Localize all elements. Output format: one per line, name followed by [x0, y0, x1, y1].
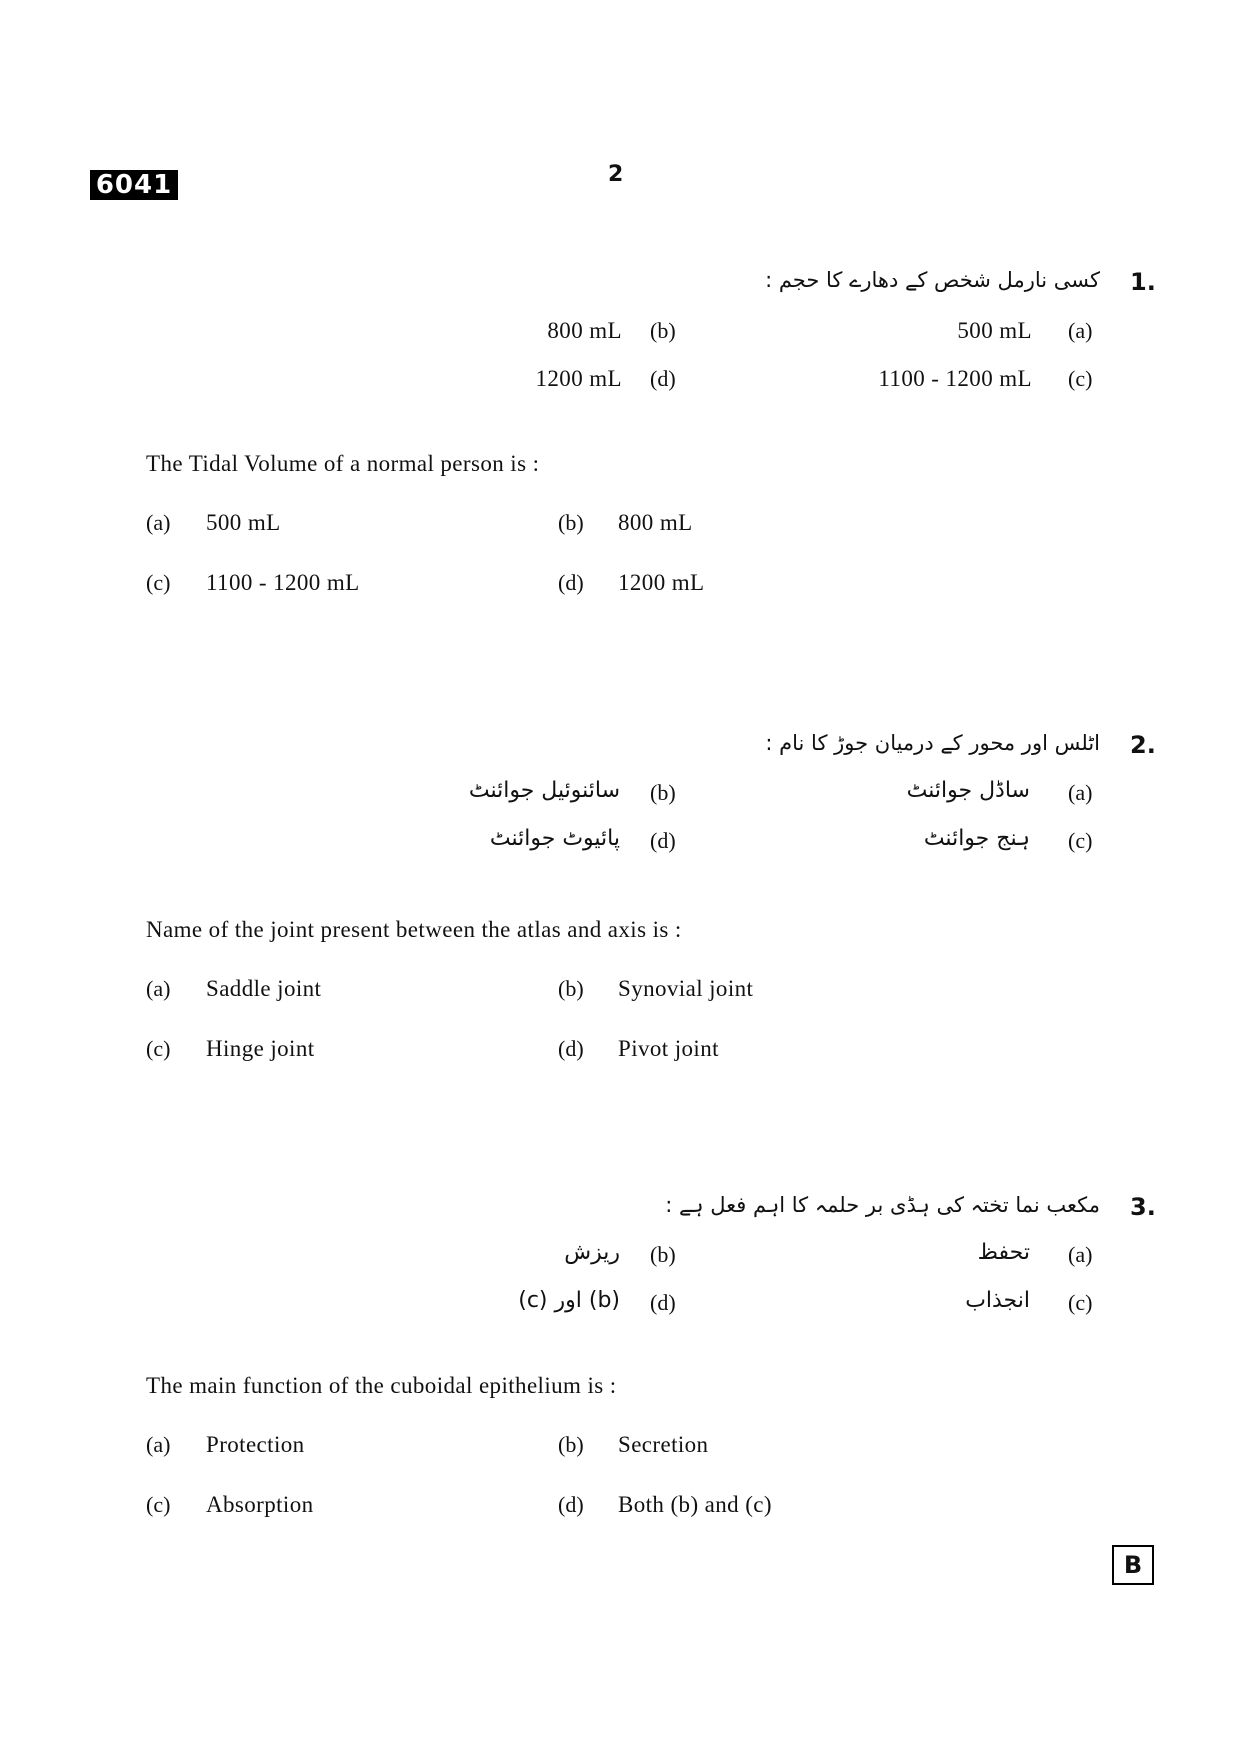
- q3-urdu-option-b: ریزش: [564, 1240, 620, 1265]
- q1-en-label-a: (a): [146, 510, 171, 535]
- question-3-english-stem: The main function of the cuboidal epithelium is :: [146, 1373, 617, 1398]
- question-1-english-stem: The Tidal Volume of a normal person is :: [146, 451, 540, 476]
- q1-urdu-label-d: (d): [650, 366, 676, 391]
- q1-en-label-b: (b): [558, 510, 584, 535]
- q3-en-option-d: Both (b) and (c): [618, 1492, 772, 1517]
- q1-en-option-a: 500 mL: [206, 510, 281, 535]
- q2-urdu-option-c: ہنج جوائنٹ: [923, 826, 1030, 851]
- q1-en-label-d: (d): [558, 570, 584, 595]
- q1-en-label-c: (c): [146, 570, 171, 595]
- q1-en-option-c: 1100 - 1200 mL: [206, 570, 360, 595]
- q3-en-label-a: (a): [146, 1432, 171, 1457]
- q3-en-label-c: (c): [146, 1492, 171, 1517]
- q1-en-option-b: 800 mL: [618, 510, 693, 535]
- q2-en-option-a: Saddle joint: [206, 976, 322, 1001]
- question-1-urdu-stem: کسی نارمل شخص کے دھارے کا حجم :: [765, 268, 1100, 292]
- q2-urdu-label-d: (d): [650, 828, 676, 853]
- question-2-english-stem: Name of the joint present between the atlas and axis is :: [146, 917, 682, 942]
- q1-urdu-option-a: 500 mL: [957, 318, 1032, 343]
- q2-urdu-label-a: (a): [1068, 780, 1093, 805]
- q2-urdu-option-b: سائنوئیل جوائنٹ: [468, 778, 620, 803]
- q3-urdu-label-a: (a): [1068, 1242, 1093, 1267]
- q3-en-label-d: (d): [558, 1492, 584, 1517]
- question-1-number: 1.: [1130, 268, 1156, 296]
- question-3-number: 3.: [1130, 1193, 1156, 1221]
- q3-urdu-label-c: (c): [1068, 1290, 1093, 1315]
- q2-urdu-label-c: (c): [1068, 828, 1093, 853]
- q2-urdu-option-d: پائیوٹ جوائنٹ: [489, 826, 620, 851]
- q3-urdu-option-a: تحفظ: [977, 1240, 1030, 1265]
- q2-en-label-c: (c): [146, 1036, 171, 1061]
- q3-urdu-label-b: (b): [650, 1242, 676, 1267]
- q3-urdu-label-d: (d): [650, 1290, 676, 1315]
- q1-urdu-label-b: (b): [650, 318, 676, 343]
- paper-code-badge: 6041: [90, 170, 178, 200]
- q2-urdu-option-a: ساڈل جوائنٹ: [906, 778, 1030, 803]
- q2-en-option-c: Hinge joint: [206, 1036, 315, 1061]
- q2-urdu-label-b: (b): [650, 780, 676, 805]
- q2-en-option-d: Pivot joint: [618, 1036, 719, 1061]
- question-2-urdu-stem: اٹلس اور محور کے درمیان جوڑ کا نام :: [765, 731, 1100, 755]
- q3-en-option-b: Secretion: [618, 1432, 709, 1457]
- q2-en-label-a: (a): [146, 976, 171, 1001]
- q3-en-option-a: Protection: [206, 1432, 305, 1457]
- q1-urdu-label-a: (a): [1068, 318, 1093, 343]
- q3-en-option-c: Absorption: [206, 1492, 314, 1517]
- page-number: 2: [608, 162, 624, 187]
- q1-urdu-option-d: 1200 mL: [535, 366, 622, 391]
- q3-en-label-b: (b): [558, 1432, 584, 1457]
- q1-en-option-d: 1200 mL: [618, 570, 705, 595]
- q3-urdu-option-d: (b) اور (c): [518, 1288, 620, 1313]
- q2-en-label-b: (b): [558, 976, 584, 1001]
- q1-urdu-option-c: 1100 - 1200 mL: [878, 366, 1032, 391]
- booklet-series-box: B: [1112, 1545, 1154, 1585]
- q1-urdu-label-c: (c): [1068, 366, 1093, 391]
- q2-en-option-b: Synovial joint: [618, 976, 754, 1001]
- q3-urdu-option-c: انجذاب: [965, 1288, 1030, 1313]
- q1-urdu-option-b: 800 mL: [547, 318, 622, 343]
- question-3-urdu-stem: مکعب نما تختہ کی ہڈی بر حلمہ کا اہم فعل ہے :: [665, 1193, 1100, 1217]
- q2-en-label-d: (d): [558, 1036, 584, 1061]
- question-2-number: 2.: [1130, 731, 1156, 759]
